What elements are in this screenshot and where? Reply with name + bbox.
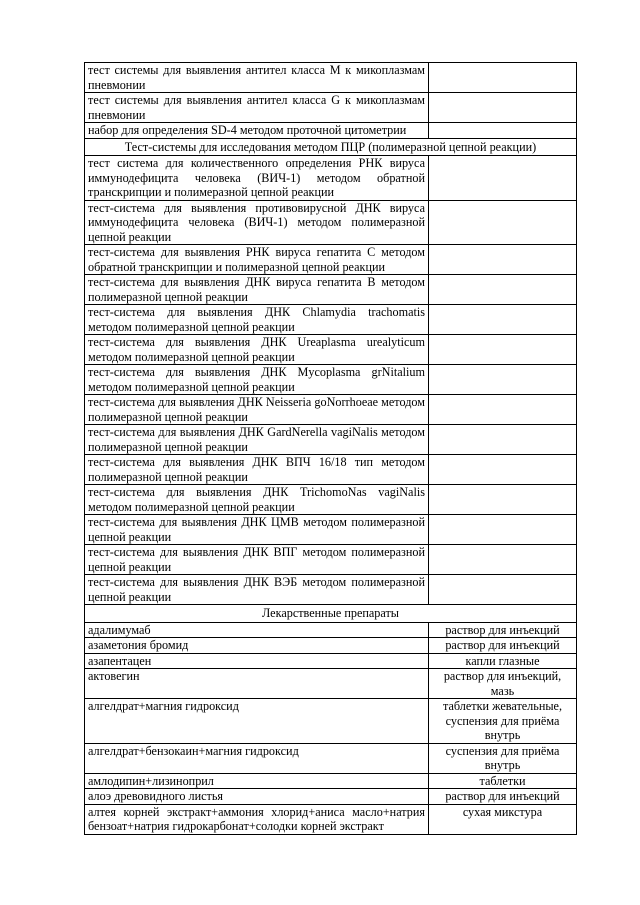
item-form	[429, 63, 577, 93]
table-row	[85, 743, 577, 773]
drug-form: раствор для инъекций	[429, 638, 577, 654]
item-name: тест-система для выявления ДНК GardNerella vagiNalis методом полимеразной цепной реакции	[85, 425, 429, 455]
table-row	[85, 305, 577, 335]
item-name: тест-система для выявления ДНК ВПГ методом полимеразной цепной реакции	[85, 545, 429, 575]
table-row	[85, 123, 577, 139]
table-row	[85, 395, 577, 425]
registry-table	[84, 62, 577, 835]
table-row	[85, 515, 577, 545]
table-row	[85, 275, 577, 305]
drug-form: капли глазные	[429, 653, 577, 669]
drug-form: таблетки жевательные, суспензия для приёма внутрь	[429, 699, 577, 744]
item-form	[429, 123, 577, 139]
table-row	[85, 773, 577, 789]
drug-name: алгелдрат+магния гидроксид	[85, 699, 429, 744]
item-name: тест системы для выявления антител класса G к микоплазмам пневмонии	[85, 93, 429, 123]
item-form	[429, 365, 577, 395]
drug-name: алоэ древовидного листья	[85, 789, 429, 805]
drug-name: азапентацен	[85, 653, 429, 669]
drug-name: алгелдрат+бензокаин+магния гидроксид	[85, 743, 429, 773]
item-form	[429, 245, 577, 275]
table-row	[85, 335, 577, 365]
drug-form: раствор для инъекций	[429, 789, 577, 805]
drug-form: таблетки	[429, 773, 577, 789]
table-row	[85, 545, 577, 575]
table-row	[85, 93, 577, 123]
item-form	[429, 305, 577, 335]
section-header-row	[85, 605, 577, 623]
item-form	[429, 545, 577, 575]
section-header-row	[85, 138, 577, 156]
table-row	[85, 425, 577, 455]
table-row	[85, 200, 577, 245]
document-page	[84, 62, 571, 835]
item-form	[429, 395, 577, 425]
drug-form: раствор для инъекций	[429, 622, 577, 638]
drug-name: адалимумаб	[85, 622, 429, 638]
drug-name: амлодипин+лизиноприл	[85, 773, 429, 789]
item-form	[429, 156, 577, 201]
item-name: тест-система для выявления ДНК Neisseria goNorrhoeae методом полимеразной цепной реакции	[85, 395, 429, 425]
item-form	[429, 275, 577, 305]
item-form	[429, 335, 577, 365]
item-name: набор для определения SD-4 методом проточной цитометрии	[85, 123, 429, 139]
drug-name: алтея корней экстракт+аммония хлорид+аниса масло+натрия бензоат+натрия гидрокарбонат+солодки корней экстракт	[85, 804, 429, 834]
table-row	[85, 804, 577, 834]
item-name: тест-система для выявления ДНК Mycoplasma grNitalium методом полимеразной цепной реакции	[85, 365, 429, 395]
table-row	[85, 653, 577, 669]
item-name: тест-система для выявления ДНК вируса гепатита В методом полимеразной цепной реакции	[85, 275, 429, 305]
item-form	[429, 485, 577, 515]
item-form	[429, 575, 577, 605]
drug-form: суспензия для приёма внутрь	[429, 743, 577, 773]
table-row	[85, 669, 577, 699]
drug-name: азаметония бромид	[85, 638, 429, 654]
table-row	[85, 789, 577, 805]
item-form	[429, 455, 577, 485]
item-name: тест-система для выявления ДНК ЦМВ методом полимеразной цепной реакции	[85, 515, 429, 545]
table-row	[85, 245, 577, 275]
item-form	[429, 200, 577, 245]
item-name: тест-система для выявления ДНК Chlamydia trachomatis методом полимеразной цепной реакции	[85, 305, 429, 335]
item-name: тест-система для выявления РНК вируса гепатита С методом обратной транскрипции и полимеразной цепной реакции	[85, 245, 429, 275]
drug-form: раствор для инъекций, мазь	[429, 669, 577, 699]
table-row	[85, 699, 577, 744]
drug-form: сухая микстура	[429, 804, 577, 834]
item-name: тест-система для выявления ДНК TrichomoNas vagiNalis методом полимеразной цепной реакции	[85, 485, 429, 515]
table-row	[85, 622, 577, 638]
table-row	[85, 485, 577, 515]
item-form	[429, 93, 577, 123]
table-row	[85, 455, 577, 485]
item-name: тест-система для выявления противовирусной ДНК вируса иммунодефицита человека (ВИЧ-1) методом полимеразной цепной реакции	[85, 200, 429, 245]
item-form	[429, 425, 577, 455]
table-row	[85, 63, 577, 93]
table-row	[85, 575, 577, 605]
drug-name: актовегин	[85, 669, 429, 699]
pcr-section-title: Тест-системы для исследования методом ПЦР (полимеразной цепной реакции)	[85, 138, 577, 156]
drugs-section-title: Лекарственные препараты	[85, 605, 577, 623]
item-name: тест-система для выявления ДНК Ureaplasma urealyticum методом полимеразной цепной реакции	[85, 335, 429, 365]
item-name: тест системы для выявления антител класса M к микоплазмам пневмонии	[85, 63, 429, 93]
item-name: тест-система для выявления ДНК ВПЧ 16/18 тип методом полимеразной цепной реакции	[85, 455, 429, 485]
table-row	[85, 156, 577, 201]
item-name: тест система для количественного определения РНК вируса иммунодефицита человека (ВИЧ-1) методом обратной транскрипции и полимеразной цепной реакции	[85, 156, 429, 201]
item-form	[429, 515, 577, 545]
table-row	[85, 365, 577, 395]
item-name: тест-система для выявления ДНК ВЭБ методом полимеразной цепной реакции	[85, 575, 429, 605]
table-row	[85, 638, 577, 654]
